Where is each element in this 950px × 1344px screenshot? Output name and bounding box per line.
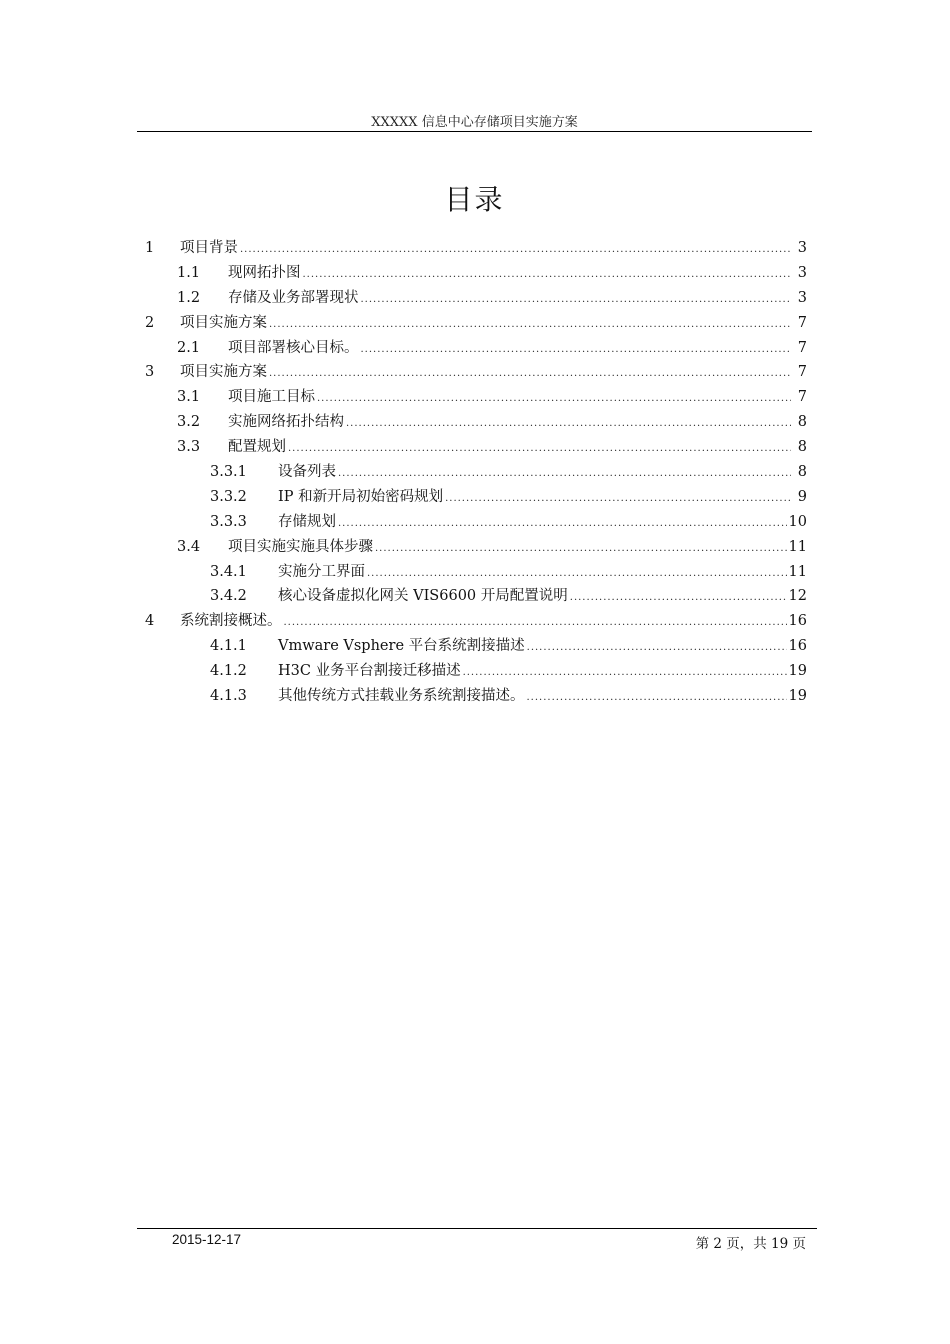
toc-entry-label: 其他传统方式挂载业务系统割接描述。 — [278, 688, 525, 705]
toc-entry-number: 3.3.1 — [210, 464, 247, 481]
toc-entry-page: 12 — [788, 588, 807, 605]
toc-entry-label: 现网拓扑图 — [228, 264, 301, 281]
toc-entry-page: 10 — [788, 513, 807, 530]
toc-entry-number: 3.3.3 — [210, 513, 247, 530]
toc-entry-label: 项目实施方案 — [180, 314, 267, 331]
toc-entry-number: 3.2 — [177, 414, 201, 431]
toc-dot-leader — [284, 611, 787, 636]
toc-dot-leader — [338, 512, 787, 537]
toc-entry-number: 3.3.2 — [210, 488, 247, 505]
toc-entry-page: 7 — [797, 389, 807, 406]
toc-entry[interactable] — [143, 360, 807, 385]
toc-entry[interactable] — [143, 535, 807, 560]
toc-entry-label: 系统割接概述。 — [180, 613, 282, 630]
table-of-contents — [143, 236, 807, 709]
toc-entry-label: 项目实施方案 — [180, 364, 267, 381]
toc-entry-page: 3 — [797, 264, 807, 281]
toc-entry-number: 4.1.2 — [210, 663, 247, 680]
toc-dot-leader — [445, 487, 791, 512]
toc-entry-number: 3 — [145, 364, 155, 381]
toc-entry-number: 3.1 — [177, 389, 201, 406]
toc-entry[interactable] — [143, 336, 807, 361]
toc-entry-label: 实施分工界面 — [278, 563, 365, 580]
toc-entry-page: 7 — [797, 314, 807, 331]
toc-entry-label: 设备列表 — [278, 464, 336, 481]
toc-entry[interactable] — [143, 510, 807, 535]
toc-dot-leader — [570, 586, 787, 611]
toc-entry-number: 3.4.1 — [210, 563, 247, 580]
toc-entry-number: 2 — [145, 314, 155, 331]
toc-entry-number: 1.2 — [177, 289, 201, 306]
toc-entry-label: 项目背景 — [180, 240, 238, 256]
toc-entry-label: 存储及业务部署现状 — [228, 289, 359, 306]
toc-entry[interactable] — [143, 460, 807, 485]
toc-entry-number: 1.1 — [177, 264, 201, 281]
toc-entry[interactable] — [143, 261, 807, 286]
toc-entry-page: 9 — [797, 488, 807, 505]
toc-entry-label: H3C 业务平台割接迁移描述 — [278, 663, 461, 680]
toc-entry-number: 2.1 — [177, 339, 201, 356]
toc-entry-page: 8 — [797, 414, 807, 431]
toc-entry-page: 19 — [788, 663, 807, 680]
toc-entry-label: IP 和新开局初始密码规划 — [278, 488, 444, 505]
toc-entry-number: 3.3 — [177, 439, 201, 456]
toc-entry-page: 3 — [797, 240, 807, 256]
toc-entry[interactable] — [143, 609, 807, 634]
toc-entry[interactable] — [143, 659, 807, 684]
toc-entry[interactable] — [143, 584, 807, 609]
toc-entry[interactable] — [143, 311, 807, 336]
toc-entry-page: 8 — [797, 439, 807, 456]
toc-title: 目录 — [444, 183, 505, 216]
toc-entry-number: 3.4.2 — [210, 588, 247, 605]
toc-entry-label: 存储规划 — [278, 513, 336, 530]
toc-dot-leader — [317, 387, 791, 412]
toc-entry-label: 项目实施实施具体步骤 — [228, 538, 373, 555]
toc-entry-page: 7 — [797, 364, 807, 381]
toc-dot-leader — [463, 661, 787, 686]
toc-entry-number: 3.4 — [177, 538, 201, 555]
toc-entry[interactable] — [143, 435, 807, 460]
toc-dot-leader — [527, 686, 787, 711]
toc-entry-page: 16 — [788, 613, 807, 630]
toc-dot-leader — [527, 636, 787, 661]
toc-entry-page: 16 — [788, 638, 807, 655]
toc-entry-page: 8 — [797, 464, 807, 481]
toc-dot-leader — [303, 263, 792, 288]
toc-dot-leader — [367, 562, 787, 587]
toc-entry[interactable] — [143, 684, 807, 709]
toc-entry-label: 项目部署核心目标。 — [228, 339, 359, 356]
toc-dot-leader — [361, 288, 792, 313]
toc-entry[interactable] — [143, 236, 807, 261]
toc-entry[interactable] — [143, 286, 807, 311]
toc-entry-page: 19 — [788, 688, 807, 705]
toc-entry-page: 7 — [797, 339, 807, 356]
footer-date: 2015-12-17 — [172, 1232, 242, 1247]
toc-entry-label: Vmware Vsphere 平台系统割接描述 — [278, 638, 525, 655]
toc-dot-leader — [375, 537, 787, 562]
toc-dot-leader — [240, 238, 791, 263]
toc-entry[interactable] — [143, 634, 807, 659]
toc-entry-label: 实施网络拓扑结构 — [228, 414, 344, 431]
toc-entry[interactable] — [143, 560, 807, 585]
toc-entry[interactable] — [143, 485, 807, 510]
footer-divider — [137, 1228, 817, 1229]
toc-entry-page: 11 — [788, 538, 807, 555]
page-header: XXXXX 信息中心存储项目实施方案 — [137, 114, 812, 132]
toc-entry-number: 1 — [145, 240, 155, 256]
toc-entry[interactable] — [143, 410, 807, 435]
toc-entry-label: 核心设备虚拟化网关 VIS6600 开局配置说明 — [278, 588, 568, 605]
toc-dot-leader — [346, 412, 791, 437]
footer-page-info: 第 2 页，共 19 页 — [695, 1236, 806, 1252]
toc-entry-number: 4 — [145, 613, 155, 630]
toc-entry[interactable] — [143, 385, 807, 410]
toc-dot-leader — [361, 338, 792, 363]
toc-dot-leader — [338, 462, 791, 487]
toc-entry-label: 项目施工目标 — [228, 389, 315, 406]
toc-dot-leader — [288, 437, 791, 462]
toc-entry-number: 4.1.3 — [210, 688, 247, 705]
toc-entry-page: 3 — [797, 289, 807, 306]
toc-entry-page: 11 — [788, 563, 807, 580]
toc-entry-label: 配置规划 — [228, 439, 286, 456]
toc-dot-leader — [269, 362, 791, 387]
toc-dot-leader — [269, 313, 791, 338]
toc-entry-number: 4.1.1 — [210, 638, 247, 655]
